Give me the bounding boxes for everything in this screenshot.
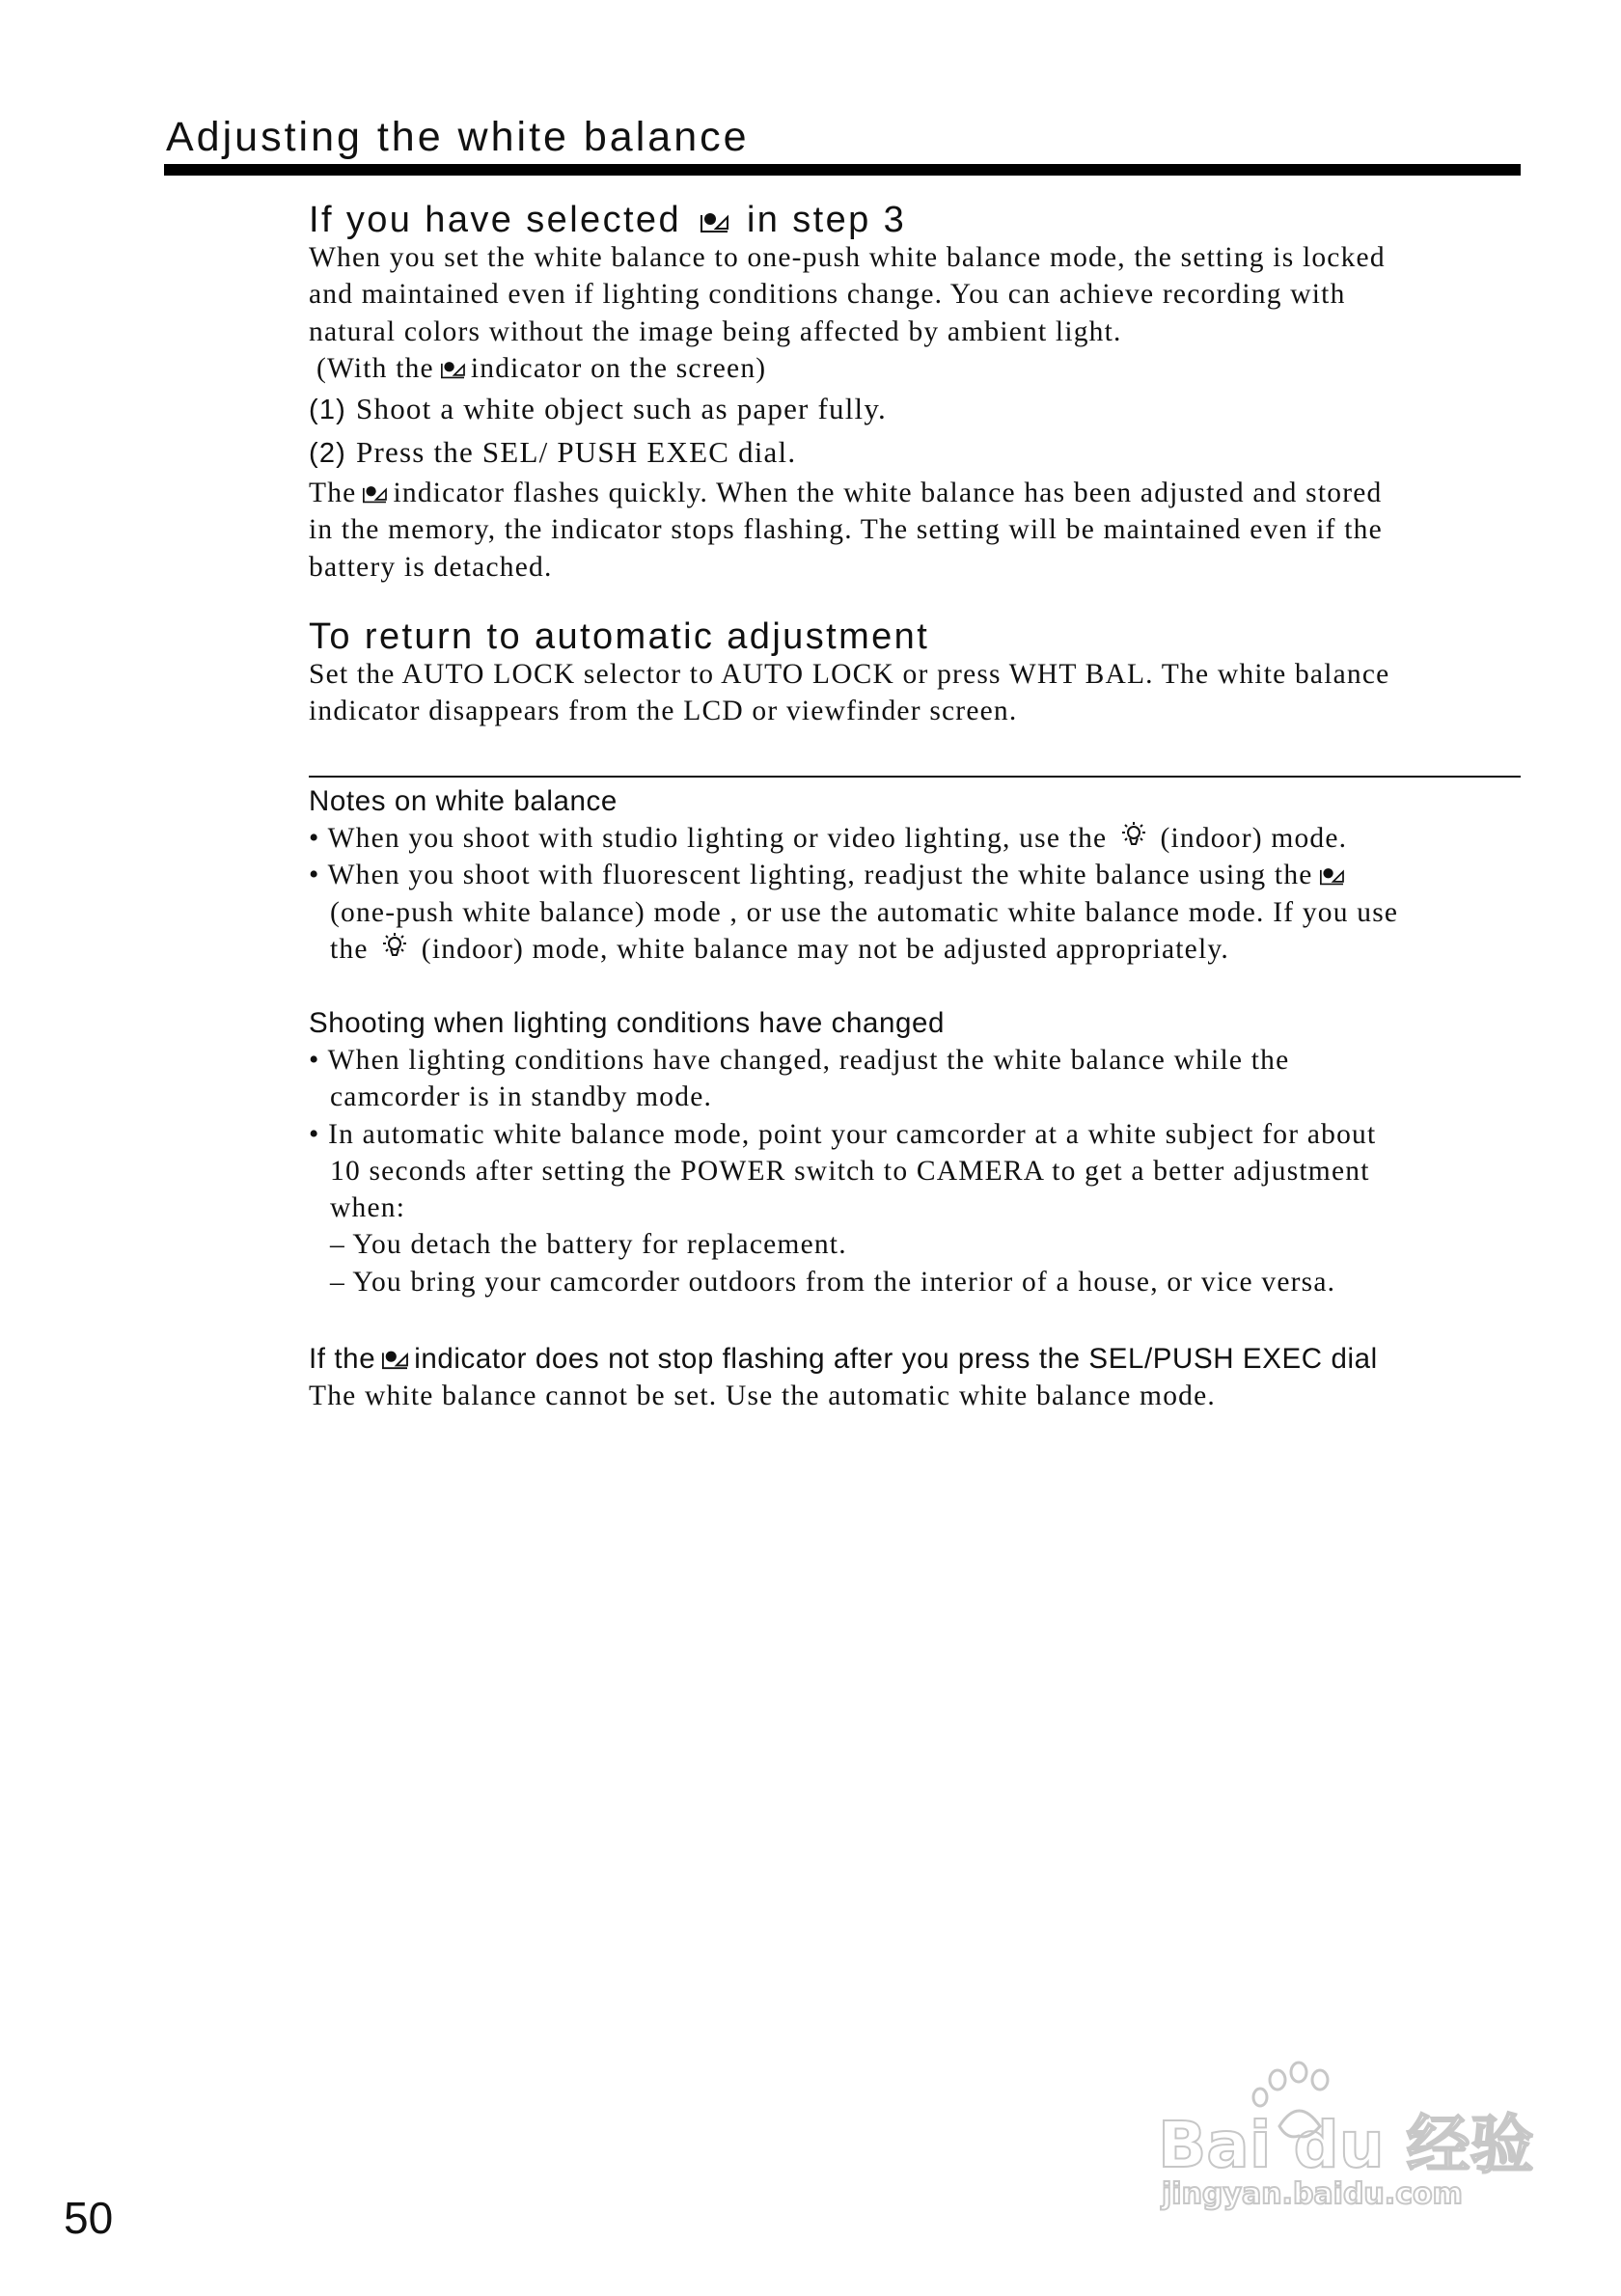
- notes-divider: [309, 776, 1521, 778]
- flashing-heading: [309, 1341, 1521, 1378]
- bullet-continuation: (one-push white balance) mode , or use the automatic white balance mode. If you use: [330, 896, 1399, 928]
- intro-line: natural colors without the image being affected by ambient light.: [309, 315, 1122, 347]
- notes-bullet: [309, 820, 1521, 857]
- bullet-continuation: camcorder is in standby mode.: [330, 1081, 713, 1113]
- one-push-white-balance-icon: [379, 1346, 410, 1371]
- heading-text-before: If you have selected: [309, 200, 681, 240]
- flashing-text: The white balance cannot be set. Use the automatic white balance mode.: [309, 1380, 1216, 1411]
- flashing-heading-before: If the: [309, 1343, 376, 1375]
- notes-section: [309, 783, 1521, 968]
- section-title: Adjusting the white balance: [166, 114, 750, 160]
- page-number: 50: [64, 2193, 114, 2243]
- one-push-white-balance-icon: [1317, 863, 1346, 887]
- flashing-section: [309, 1341, 1521, 1414]
- lighting-list: [309, 1042, 1521, 1300]
- result-before: The: [309, 478, 357, 509]
- lighting-section: [309, 1005, 1521, 1300]
- intro-line: and maintained even if lighting conditions change. You can achieve recording with: [309, 279, 1346, 311]
- indoor-bulb-icon: [380, 932, 409, 961]
- steps-list: [309, 388, 1521, 475]
- dash-item: – You detach the battery for replacement.: [330, 1229, 847, 1261]
- result-after: indicator flashes quickly. When the white balance has been adjusted and stored: [393, 478, 1383, 509]
- one-push-white-balance-icon: [698, 207, 730, 234]
- bullet-text: the: [330, 933, 369, 965]
- step-item: [309, 431, 1521, 475]
- intro-line: When you set the white balance to one-push white balance mode, the setting is locked: [309, 242, 1386, 273]
- one-push-white-balance-icon: [438, 357, 467, 380]
- indicator-note: [309, 350, 1521, 387]
- bullet-text: • When you shoot with fluorescent lighting, readjust the white balance using the: [309, 860, 1313, 891]
- result-line: [309, 475, 1521, 511]
- section-one-heading: [309, 199, 1521, 241]
- section-two-heading: To return to automatic adjustment: [309, 616, 930, 657]
- result-line: battery is detached.: [309, 551, 553, 583]
- bullet-text: (indoor) mode.: [1160, 823, 1348, 854]
- result-paragraph: [309, 475, 1521, 586]
- lighting-bullet: • In automatic white balance mode, point your camcorder at a white subject for about: [309, 1118, 1377, 1150]
- lighting-heading: Shooting when lighting conditions have changed: [309, 1007, 946, 1039]
- dash-item: – You bring your camcorder outdoors from the interior of a house, or vice versa.: [330, 1266, 1336, 1298]
- step-text: Press the SEL/ PUSH EXEC dial.: [356, 435, 797, 470]
- section-one: [309, 199, 1521, 586]
- notes-list: [309, 820, 1521, 968]
- indicator-note-after: indicator on the screen): [470, 352, 767, 384]
- watermark-url: jingyan.baidu.com: [1162, 2177, 1463, 2211]
- section-two-line: indicator disappears from the LCD or viewfinder screen.: [309, 696, 1018, 727]
- bullet-continuation: [309, 931, 1521, 968]
- step-number: (2): [309, 438, 347, 470]
- result-line: in the memory, the indicator stops flashing. The setting will be maintained even if the: [309, 514, 1383, 546]
- bullet-text: (indoor) mode, white balance may not be adjusted appropriately.: [421, 933, 1229, 965]
- indoor-bulb-icon: [1119, 821, 1148, 850]
- section-two-paragraph: [309, 656, 1521, 730]
- section-two-line: Set the AUTO LOCK selector to AUTO LOCK or press WHT BAL. The white balance: [309, 659, 1390, 690]
- watermark-brand: Bai du 经验: [1158, 2108, 1534, 2182]
- intro-paragraph: [309, 239, 1521, 387]
- lighting-bullet: • When lighting conditions have changed, readjust the white balance while the: [309, 1045, 1290, 1076]
- bullet-text: • When you shoot with studio lighting or video lighting, use the: [309, 823, 1108, 854]
- notes-heading: Notes on white balance: [309, 785, 618, 817]
- step-number: (1): [309, 395, 347, 426]
- step-text: Shoot a white object such as paper fully.: [356, 392, 887, 426]
- section-two: [309, 615, 1521, 730]
- one-push-white-balance-icon: [360, 481, 389, 505]
- indicator-note-before: (With the: [316, 352, 434, 384]
- title-rule: [164, 164, 1521, 176]
- heading-text-after: in step 3: [746, 200, 907, 240]
- baidu-jingyan-watermark: [1154, 2059, 1540, 2213]
- flashing-heading-after: indicator does not stop flashing after you press the SEL/PUSH EXEC dial: [414, 1343, 1378, 1375]
- bullet-continuation: 10 seconds after setting the POWER switch to CAMERA to get a better adjustment: [330, 1155, 1370, 1187]
- notes-bullet: [309, 857, 1521, 893]
- bullet-continuation: when:: [330, 1192, 406, 1224]
- step-item: [309, 388, 1521, 431]
